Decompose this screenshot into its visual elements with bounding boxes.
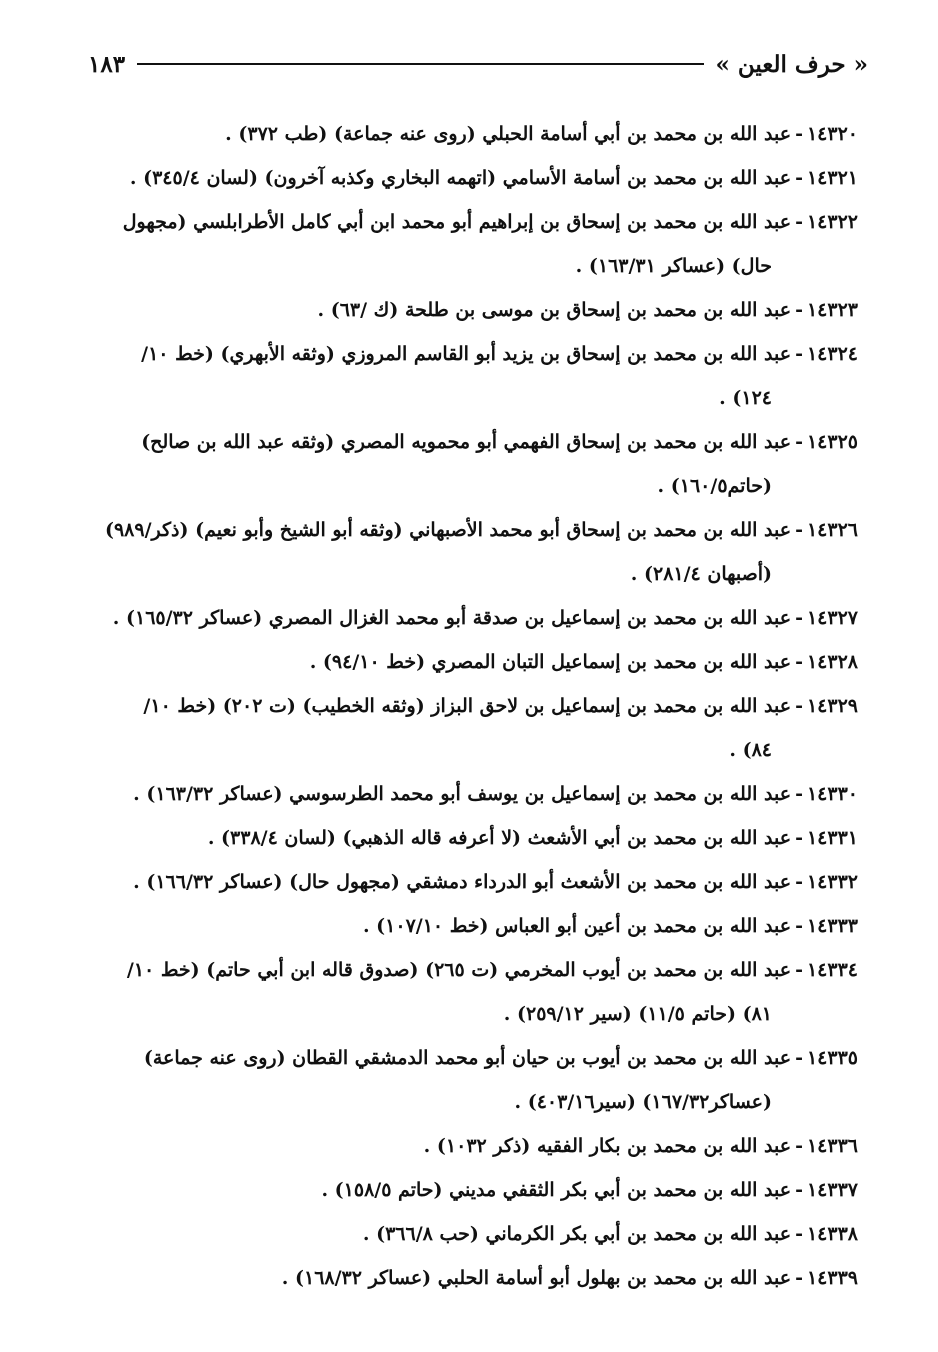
entry-text: عبد الله بن محمد بن أبي بكر الثقفي مديني (حاتم ١٥٨/٥) . xyxy=(321,1179,792,1201)
entry-number: ١٤٣٣٠ xyxy=(806,783,858,805)
entry-number: ١٤٣٢٤ xyxy=(806,343,858,365)
entry-text: عبد الله بن محمد بن إسماعيل التبان المصري (خط ٩٤/١٠) . xyxy=(309,651,792,673)
entry-dash: - xyxy=(795,783,803,805)
entry-item xyxy=(84,1168,858,1212)
entry-continuation: ٨٤) . xyxy=(729,739,772,761)
entry-dash: - xyxy=(795,651,803,673)
entry-item xyxy=(84,860,858,904)
entry-dash: - xyxy=(795,915,803,937)
entry-text: عبد الله بن محمد بن أبي الأشعث (لا أعرفه قاله الذهبي) (لسان ٣٣٨/٤) . xyxy=(207,827,792,849)
entry-number: ١٤٣٣٥ xyxy=(806,1047,858,1069)
entry-text: عبد الله بن محمد بن بكار الفقيه (ذكر ١٠٣٢) . xyxy=(423,1135,792,1157)
entry-number: ١٤٣٣١ xyxy=(806,827,858,849)
entry-dash: - xyxy=(795,211,803,233)
entry-text: عبد الله بن محمد بن أيوب المخرمي (ت ٢٦٥) (صدوق قاله ابن أبي حاتم) (خط ١٠/ xyxy=(126,959,792,981)
entry-number: ١٤٣٣٩ xyxy=(806,1267,858,1289)
entry-item xyxy=(84,420,858,508)
entry-number: ١٤٣٣٧ xyxy=(806,1179,858,1201)
entry-item xyxy=(84,288,858,332)
entry-text: عبد الله بن محمد بن أسامة الأسامي (اتهمه البخاري وكذبه آخرون) (لسان ٣٤٥/٤) . xyxy=(129,167,792,189)
entry-number: ١٤٣٣٣ xyxy=(806,915,858,937)
entry-dash: - xyxy=(795,871,803,893)
entry-continuation: ١٢٤) . xyxy=(719,387,772,409)
entry-text: عبد الله بن محمد بن إسماعيل بن يوسف أبو محمد الطرسوسي (عساكر ١٦٣/٣٢) . xyxy=(133,783,792,805)
entry-text: عبد الله بن محمد بن إسحاق بن يزيد أبو القاسم المروزي (وثقه الأبهري) (خط ١٠/ xyxy=(141,343,792,365)
entry-number: ١٤٣٢٥ xyxy=(806,431,858,453)
entry-number: ١٤٣٢٦ xyxy=(806,519,858,541)
entry-item xyxy=(84,112,858,156)
entry-number: ١٤٣٢٢ xyxy=(806,211,858,233)
entry-number: ١٤٣٢٧ xyxy=(806,607,858,629)
entry-dash: - xyxy=(795,167,803,189)
entry-text: عبد الله بن محمد بن أبي أسامة الحبلي (روى عنه جماعة) (طب ٣٧٢) . xyxy=(225,123,792,145)
entry-text: عبد الله بن محمد بن إسحاق بن إبراهيم أبو محمد ابن أبي كامل الأطرابلسي (مجهول xyxy=(122,211,792,233)
entry-dash: - xyxy=(795,1267,803,1289)
entry-text: عبد الله بن محمد بن إسحاق بن موسى بن طلحة (ك /٦٣) . xyxy=(317,299,792,321)
entry-number: ١٤٣٣٢ xyxy=(806,871,858,893)
entry-item xyxy=(84,1124,858,1168)
entry-number: ١٤٣٢٨ xyxy=(806,651,858,673)
entry-continuation: (أصبهان ٢٨١/٤) . xyxy=(630,563,772,585)
entry-item xyxy=(84,640,858,684)
entry-item xyxy=(84,1036,858,1124)
entry-continuation: حال) (عساكر ١٦٣/٣١) . xyxy=(575,255,772,277)
entry-dash: - xyxy=(795,1179,803,1201)
entry-dash: - xyxy=(795,299,803,321)
entry-text: عبد الله بن محمد بن إسماعيل بن صدقة أبو محمد الغزال المصري (عساكر ١٦٥/٣٢) . xyxy=(112,607,792,629)
page-number: ١٨٣ xyxy=(88,50,126,78)
entry-number: ١٤٣٢٣ xyxy=(806,299,858,321)
entry-number: ١٤٣٣٦ xyxy=(806,1135,858,1157)
entry-number: ١٤٣٢٩ xyxy=(806,695,858,717)
entry-dash: - xyxy=(795,343,803,365)
entry-dash: - xyxy=(795,123,803,145)
entry-continuation: ٨١) (حاتم ١١/٥) (سير ٢٥٩/١٢) . xyxy=(503,1003,772,1025)
entry-item xyxy=(84,596,858,640)
entry-item xyxy=(84,200,858,288)
entry-item xyxy=(84,332,858,420)
entry-item xyxy=(84,1212,858,1256)
entry-dash: - xyxy=(795,1047,803,1069)
entry-text: عبد الله بن محمد بن إسحاق الفهمي أبو محمويه المصري (وثقه عبد الله بن صالح) xyxy=(141,431,792,453)
entry-number: ١٤٣٢٠ xyxy=(806,123,858,145)
entry-number: ١٤٣٣٤ xyxy=(806,959,858,981)
entry-dash: - xyxy=(795,695,803,717)
entry-item xyxy=(84,904,858,948)
entry-item xyxy=(84,948,858,1036)
entry-item xyxy=(84,816,858,860)
entry-item xyxy=(84,684,858,772)
entry-item xyxy=(84,156,858,200)
entry-dash: - xyxy=(795,519,803,541)
entry-text: عبد الله بن محمد بن أعين أبو العباس (خط ١٠٧/١٠) . xyxy=(362,915,792,937)
entry-item xyxy=(84,1256,858,1300)
entry-text: عبد الله بن محمد بن أبي بكر الكرماني (حب ٣٦٦/٨) . xyxy=(362,1223,792,1245)
entry-dash: - xyxy=(795,1223,803,1245)
entry-number: ١٤٣٣٨ xyxy=(806,1223,858,1245)
entry-text: عبد الله بن محمد بن أيوب بن حيان أبو محمد الدمشقي القطان (روى عنه جماعة) xyxy=(143,1047,792,1069)
entry-continuation: (حاتم١٦٠/٥) . xyxy=(657,475,772,497)
entry-list xyxy=(84,112,858,1300)
entry-dash: - xyxy=(795,607,803,629)
chapter-title: « حرف العين » xyxy=(715,50,868,78)
page-header xyxy=(88,42,868,86)
entry-dash: - xyxy=(795,827,803,849)
entry-number: ١٤٣٢١ xyxy=(806,167,858,189)
entry-dash: - xyxy=(795,959,803,981)
entry-text: عبد الله بن محمد بن إسماعيل بن لاحق البزاز (وثقه الخطيب) (ت ٢٠٢) (خط ١٠/ xyxy=(143,695,792,717)
entry-text: عبد الله بن محمد بن الأشعث أبو الدرداء دمشقي (مجهول حال) (عساكر ١٦٦/٣٢) . xyxy=(133,871,792,893)
entry-text: عبد الله بن محمد بن بهلول أبو أسامة الحلبي (عساكر ١٦٨/٣٢) . xyxy=(281,1267,792,1289)
entry-dash: - xyxy=(795,431,803,453)
entry-text: عبد الله بن محمد بن إسحاق أبو محمد الأصبهاني (وثقه أبو الشيخ وأبو نعيم) (ذكر/٩٨٩) xyxy=(104,519,792,541)
entry-item xyxy=(84,508,858,596)
entry-continuation: (عساكر١٦٧/٣٢) (سير٤٠٣/١٦) . xyxy=(514,1091,772,1113)
entry-item xyxy=(84,772,858,816)
header-rule xyxy=(137,63,703,65)
entry-dash: - xyxy=(795,1135,803,1157)
